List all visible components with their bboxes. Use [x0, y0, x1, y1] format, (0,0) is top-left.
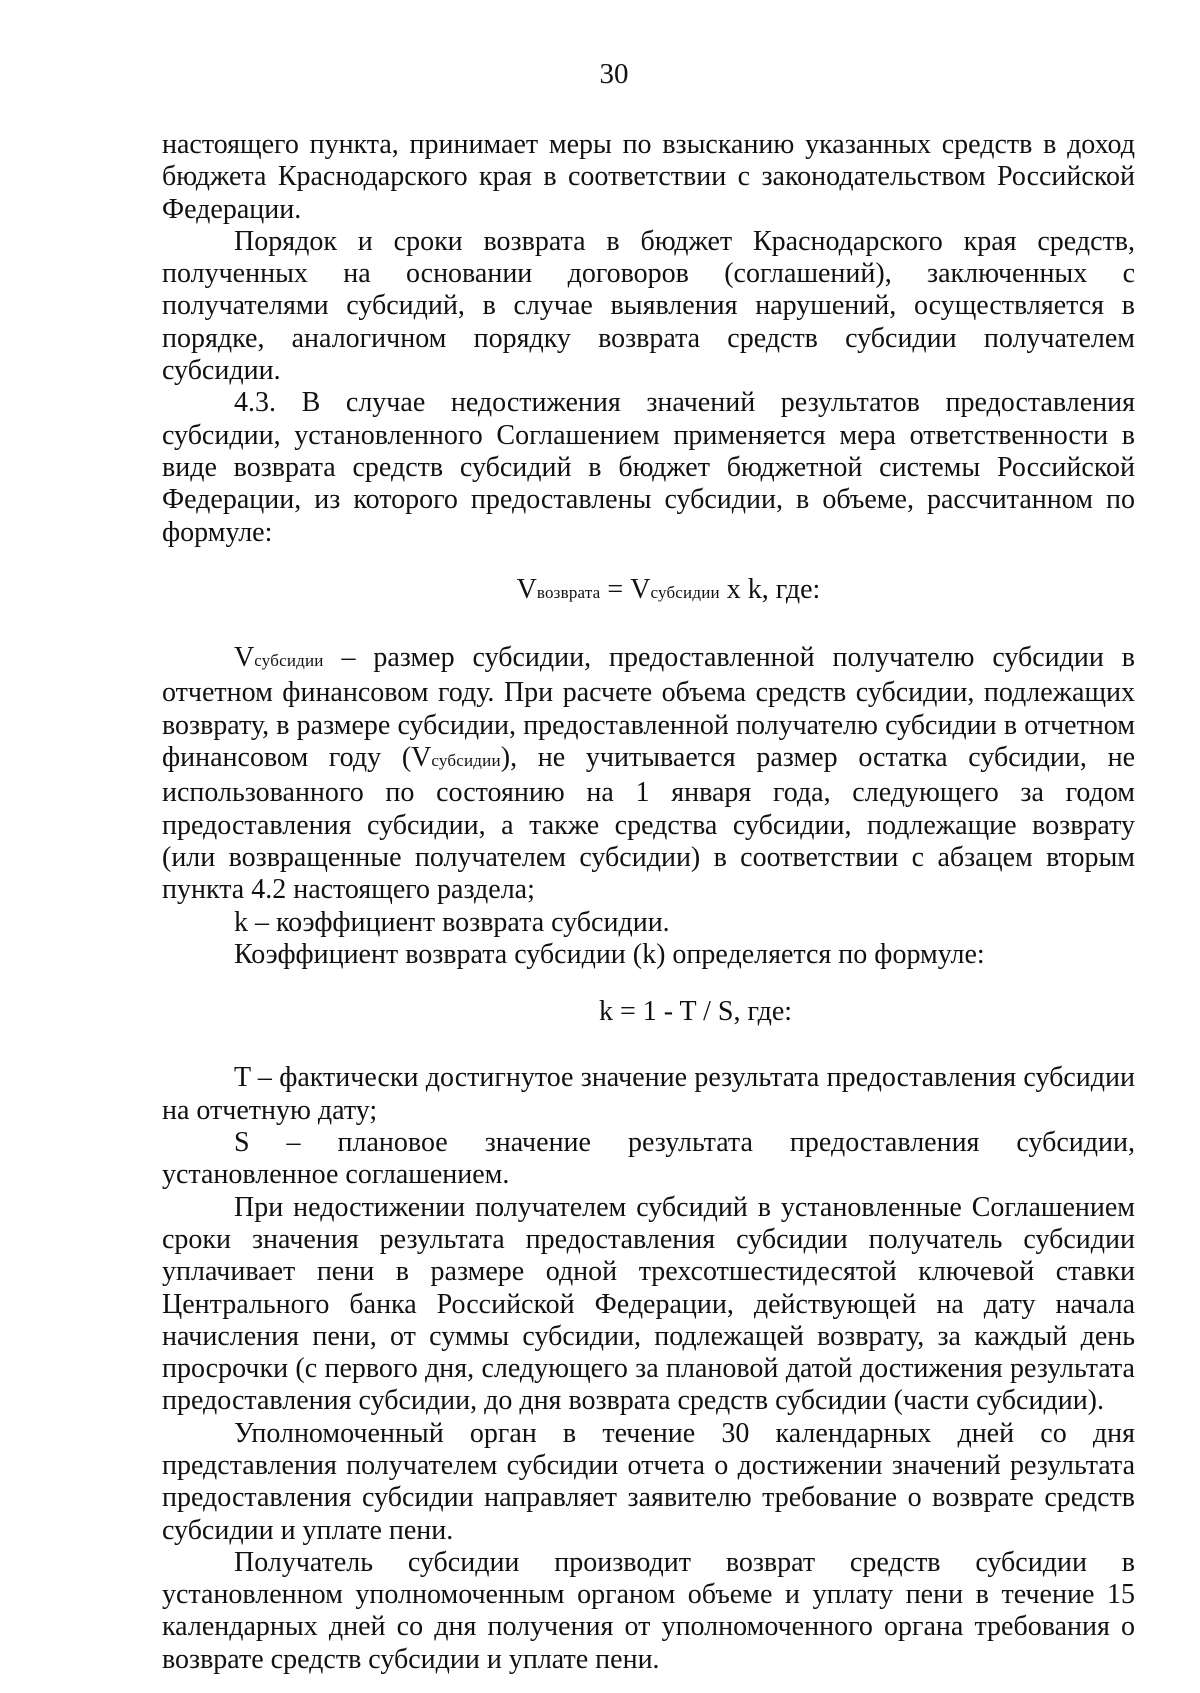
formula-v-symbol-2: V — [630, 573, 651, 605]
definition-text: – размер субсидии, предоставленной получателю субсидии в отчетном финансовом году. При расчете объема средств субсидии, подлежащих возврату, в размере субсидии, предоставленной получателю субсидии в отчетном финансовом году ( — [162, 642, 1135, 774]
paragraph-4-3: 4.3. В случае недостижения значений результатов предоставления субсидии, установленного Соглашением применяется мера ответственности в виде возврата средств субсидий в бюджет бюджетной системы Российской Федерации, из которого предоставлены субсидии, в объеме, рассчитанном по формуле: — [162, 387, 1135, 548]
paragraph-penalty: При недостижении получателем субсидий в установленные Соглашением сроки значения результата предоставления субсидии получатель субсидии уплачивает пени в размере одной трехсотшестидесятой ключевой ставки Центрального банка Российской Федерации, действующей на дату начала начисления пени, от суммы субсидии, подлежащей возврату, за каждый день просрочки (с первого дня, следующего за плановой датой достижения результата предоставления субсидии, до дня возврата средств субсидии (части субсидии). — [162, 1191, 1135, 1417]
document-body — [162, 129, 1135, 1676]
paragraph-k-definition: k – коэффициент возврата субсидии. — [234, 906, 670, 938]
v-symbol-inline: V — [411, 742, 432, 774]
formula-subscript-return: возврата — [536, 582, 601, 602]
paragraph-k-formula-intro: Коэффициент возврата субсидии (k) определяется по формуле: — [234, 938, 985, 970]
v-symbol: V — [234, 642, 255, 674]
paragraph-return-procedure: Порядок и сроки возврата в бюджет Краснодарского края средств, полученных на основании договоров (соглашений), заключенных с получателями субсидий, в случае выявления нарушений, осуществляется в порядке, аналогичном порядку возврата средств субсидии получателем субсидии. — [162, 225, 1135, 387]
formula-subscript-subsidy: субсидии — [650, 582, 720, 602]
formula-v-symbol: V — [516, 573, 537, 605]
formula-rest: x k, где: — [719, 573, 821, 605]
paragraph-s-definition: S – плановое значение результата предоставления субсидии, установленное соглашением. — [162, 1127, 1135, 1191]
formula-equals: = — [600, 573, 631, 605]
definition-tail: ), не учитывается размер остатка субсидии, не использованного по состоянию на 1 января года, следующего за годом предоставления субсидии, а также средства субсидии, подлежащие возврату (или возвращенные получателем субсидии) в соответствии с абзацем вторым пункта 4.2 настоящего раздела; — [162, 742, 1136, 906]
formula-return-volume — [162, 549, 1135, 642]
formula-coefficient: k = 1 - T / S, где: — [598, 996, 793, 1028]
page-number: 30 — [599, 58, 629, 90]
paragraph-t-definition: T – фактически достигнутое значение результата предоставления субсидии на отчетную дату; — [162, 1062, 1135, 1126]
v-subscript-inline: субсидии — [431, 751, 501, 771]
paragraph-recipient-return: Получатель субсидии производит возврат средств субсидии в установленном уполномоченным органом объеме и уплату пени в течение 15 календарных дней со дня получения от уполномоченного органа требования о возврате средств субсидии и уплате пени. — [162, 1546, 1135, 1675]
paragraph-continuation: настоящего пункта, принимает меры по взысканию указанных средств в доход бюджета Краснодарского края в соответствии с законодательством Российской Федерации. — [162, 129, 1135, 225]
paragraph-authority-requirement: Уполномоченный орган в течение 30 календарных дней со дня представления получателем субсидии отчета о достижении значений результата предоставления субсидии направляет заявителю требование о возврате средств субсидии и уплате пени. — [162, 1417, 1135, 1546]
v-subscript: субсидии — [254, 651, 324, 671]
paragraph-v-subsidy-definition — [162, 642, 1135, 906]
